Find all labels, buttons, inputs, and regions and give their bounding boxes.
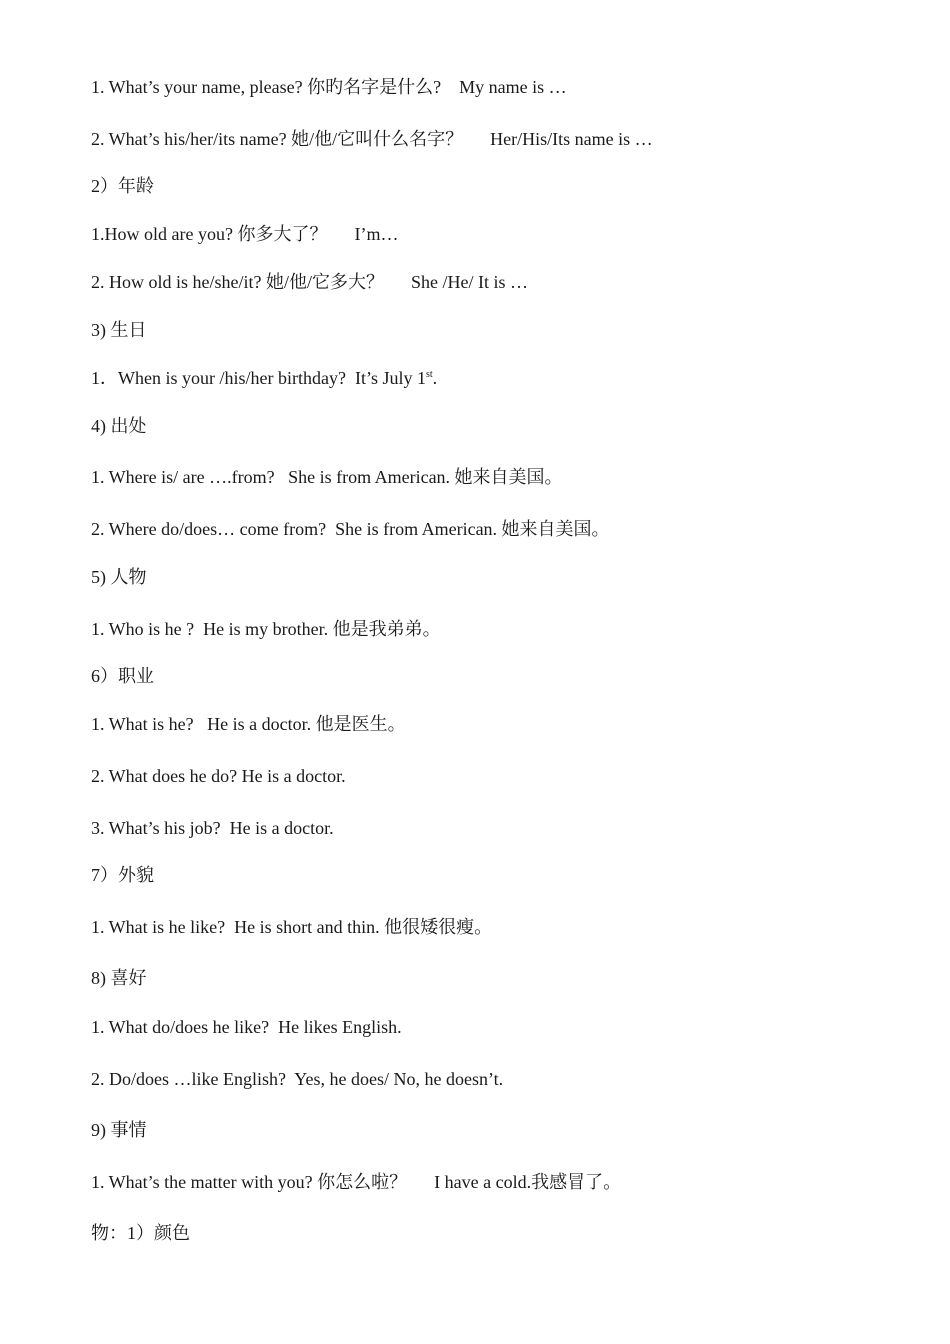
birthday-period: . — [432, 368, 438, 388]
text-line-origin-come-from: 2. Where do/does… come from? She is from American. 她来自美国。 — [91, 519, 610, 539]
text-line-his-age-question: 2. How old is he/she/it? 她/他/它多大？ She /He/ It is … — [91, 272, 528, 292]
text-line-his-name-question: 2. What’s his/her/its name? 她/他/它叫什么名字？ Her/His/Its name is … — [91, 129, 653, 149]
heading-age: 2）年龄 — [91, 176, 154, 196]
birthday-text: 1．When is your /his/her birthday? It’s July 1 — [91, 368, 426, 388]
heading-appearance: 7）外貌 — [91, 865, 154, 885]
heading-hobbies: 8) 喜好 — [91, 968, 147, 988]
heading-things-color: 物：1）颜色 — [91, 1223, 190, 1243]
text-line-name-question: 1. What’s your name, please? 你旳名字是什么? My name is … — [91, 77, 567, 97]
heading-occupation: 6）职业 — [91, 666, 154, 686]
text-line-birthday-question — [91, 367, 437, 389]
text-line-what-does-he-like: 1. What do/does he like? He likes English. — [91, 1017, 402, 1037]
heading-person: 5) 人物 — [91, 567, 147, 587]
text-line-who-question: 1. Who is he ? He is my brother. 他是我弟弟。 — [91, 619, 441, 639]
text-line-his-job: 3. What’s his job? He is a doctor. — [91, 818, 334, 838]
text-line-matter-question: 1. What’s the matter with you? 你怎么啦？ I have a cold.我感冒了。 — [91, 1172, 622, 1192]
text-line-origin-from: 1. Where is/ are ….from? She is from American. 她来自美国。 — [91, 467, 563, 487]
text-line-what-does-he-do: 2. What does he do? He is a doctor. — [91, 766, 346, 786]
text-line-age-question: 1.How old are you? 你多大了？ I’m… — [91, 224, 399, 244]
text-line-what-is-he-like: 1. What is he like? He is short and thin. 他很矮很瘦。 — [91, 917, 493, 937]
birthday-ordinal: st — [425, 369, 433, 380]
heading-matter: 9) 事情 — [91, 1120, 147, 1140]
heading-origin: 4) 出处 — [91, 416, 147, 436]
heading-birthday: 3) 生日 — [91, 320, 147, 340]
text-line-what-is-he: 1. What is he? He is a doctor. 他是医生。 — [91, 714, 406, 734]
text-line-like-english: 2. Do/does …like English? Yes, he does/ No, he doesn’t. — [91, 1069, 504, 1089]
